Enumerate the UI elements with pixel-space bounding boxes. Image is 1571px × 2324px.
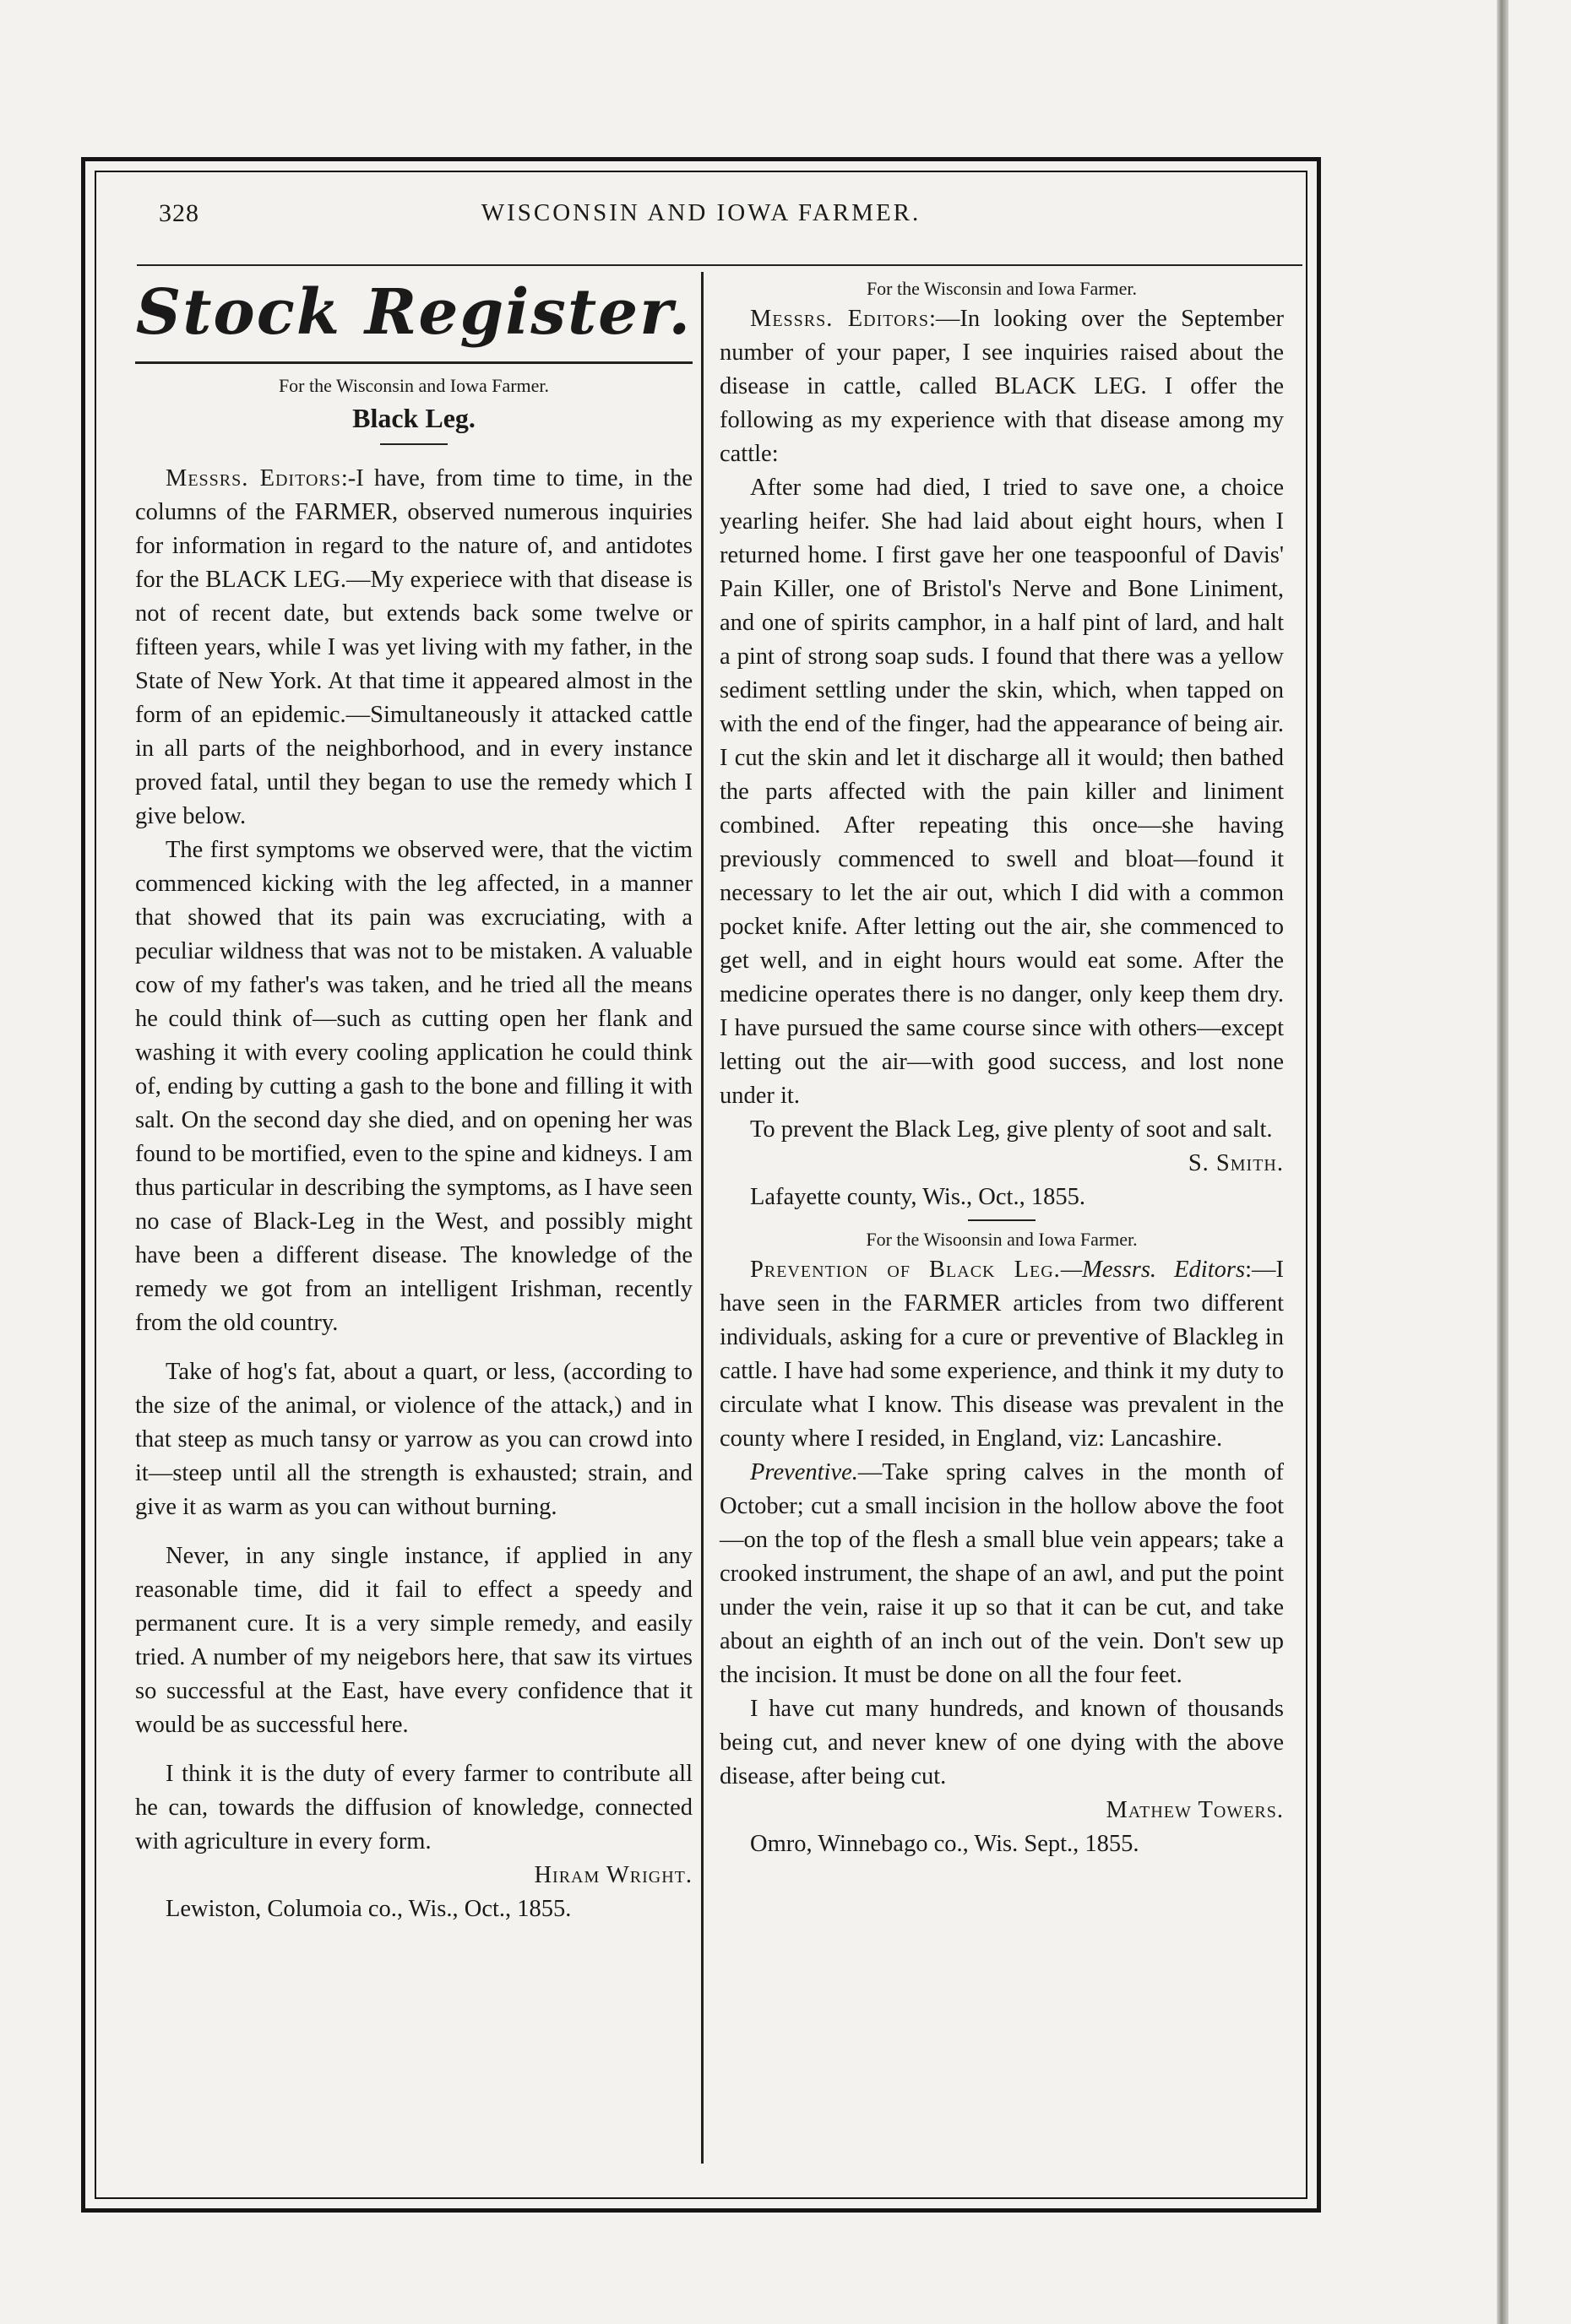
signature: S. Smith. <box>1188 1150 1284 1176</box>
running-head: WISCONSIN AND IOWA FARMER. <box>481 199 921 226</box>
page-number: 328 <box>159 199 199 227</box>
article-divider <box>968 1219 1036 1221</box>
salutation: Messrs. Editors <box>750 306 930 332</box>
paragraph-text: :—I have seen in the FARMER articles from two different individuals, asking for a cure or preventive of Blackleg in cattle. I have had some experience, and think it my duty to circulate what I know. This disease was prevalent in the county where I resided, in England, viz: Lancashire. <box>720 1257 1284 1452</box>
title-rule <box>135 361 693 364</box>
left-column <box>135 272 693 1926</box>
paragraph <box>720 302 1284 471</box>
signature: Hiram Wright. <box>534 1862 693 1888</box>
paragraph <box>720 1253 1284 1456</box>
salutation: —Messrs. Editors <box>1060 1257 1246 1283</box>
article-attribution: For the Wisconsin and Iowa Farmer. <box>866 278 1138 299</box>
paragraph-text: :—In looking over the September number of your paper, I see inquiries raised about the disease in cattle, called BLACK LEG. I offer the following as my experience with that disease among my cattle: <box>720 306 1284 467</box>
page-edge <box>1497 0 1508 2324</box>
dateline: Lewiston, Columoia co., Wis., Oct., 1855. <box>166 1896 572 1922</box>
salutation: Messrs. Editors <box>166 465 341 491</box>
signature: Mathew Towers. <box>1106 1797 1284 1823</box>
page-header <box>135 196 1267 233</box>
paragraph-text: :-I have, from time to time, in the columns of the FARMER, observed numerous inquiries for information in regard to the nature of, and antidotes for the BLACK LEG.—My experiece with that disease is not of recent date, but extends back some twelve or fifteen years, while I was yet living with my father, in the State of New York. At that time it appeared almost in the form of an epidemic.—Simultaneously it attacked cattle in all parts of the neighborhood, and in every instance proved fatal, until they began to use the remedy which I give below. <box>135 465 693 829</box>
section-title: Stock Register. <box>135 276 693 349</box>
paragraph: Take of hog's fat, about a quart, or less, (according to the size of the animal, or violence of the attack,) and in that steep as much tansy or yarrow as you can crowd into it—steep until all the strength is exhausted; strain, and give it as warm as you can without burning. <box>135 1359 693 1520</box>
paragraph <box>720 1456 1284 1692</box>
paragraph: After some had died, I tried to save one, a choice yearling heifer. She had laid about eight hours, when I returned home. I first gave her one teaspoonful of Davis' Pain Killer, one of Bristol's Nerve and Bone Liniment, and one of spirits camphor, in a half pint of lard, and halt a pint of strong soap suds. I found that there was a yellow sediment settling under the skin, which, when tapped on with the end of the finger, had the appearance of being air. I cut the skin and let it discharge all it would; then bathed the parts affected with the pain killer and liniment combined. After repeating this once—she having previously commenced to swell and bloat—found it necessary to let the air out, which I did with a common pocket knife. After letting out the air, she commenced to get well, and in eight hours would eat some. After the medicine operates there is no danger, only keep them dry. I have pursued the same course since with others—except letting out the air—with good success, and lost none under it. <box>720 475 1284 1109</box>
column-rule <box>701 272 704 2164</box>
article-attribution: For the Wisconsin and Iowa Farmer. <box>278 375 550 396</box>
paragraph <box>135 462 693 833</box>
paragraph: I think it is the duty of every farmer to contribute all he can, towards the diffusion of knowledge, connected with agriculture in every form. <box>135 1761 693 1854</box>
headline-rule <box>380 443 448 445</box>
dateline: Omro, Winnebago co., Wis. Sept., 1855. <box>750 1831 1139 1857</box>
paragraph: Never, in any single instance, if applied in any reasonable time, did it fail to effect a speedy and permanent cure. It is a very simple remedy, and easily tried. A number of my neigebors here, that saw its virtues so successful at the East, have every confidence that it would be as successful here. <box>135 1543 693 1738</box>
paragraph-text: —Take spring calves in the month of October; cut a small incision in the hollow above the foot—on the top of the flesh a small blue vein appears; take a crooked instrument, the shape of an awl, and put the point under the vein, raise it up so that it can be cut, and take about an eighth of an inch out of the vein. Don't sew up the incision. It must be done on all the four feet. <box>720 1459 1284 1688</box>
article-attribution: For the Wisoonsin and Iowa Farmer. <box>866 1229 1138 1250</box>
header-rule <box>137 264 1302 266</box>
paragraph: The first symptoms we observed were, that the victim commenced kicking with the leg affected, in a manner that showed that its pain was excruciating, with a peculiar wildness that was not to be mistaken. A valuable cow of my father's was taken, and he tried all the means he could think of—such as cutting open her flank and washing it with every cooling application he could think of, ending by cutting a gash to the bone and filling it with salt. On the second day she died, and on opening her was found to be mortified, even to the spine and kidneys. I am thus particular in describing the symptoms, as I have seen no case of Black-Leg in the West, and possibly might have been a different disease. The knowledge of the remedy we got from an intelligent Irishman, recently from the old country. <box>135 837 693 1336</box>
prevention-title: Prevention of Black Leg. <box>750 1257 1061 1283</box>
right-column <box>720 272 1284 1861</box>
preventive-label: Preventive. <box>750 1459 858 1485</box>
paragraph: I have cut many hundreds, and known of thousands being cut, and never knew of one dying with the above disease, after being cut. <box>720 1696 1284 1789</box>
article-headline: Black Leg. <box>352 403 476 433</box>
dateline: Lafayette county, Wis., Oct., 1855. <box>750 1184 1085 1210</box>
paragraph: To prevent the Black Leg, give plenty of soot and salt. <box>750 1116 1273 1143</box>
